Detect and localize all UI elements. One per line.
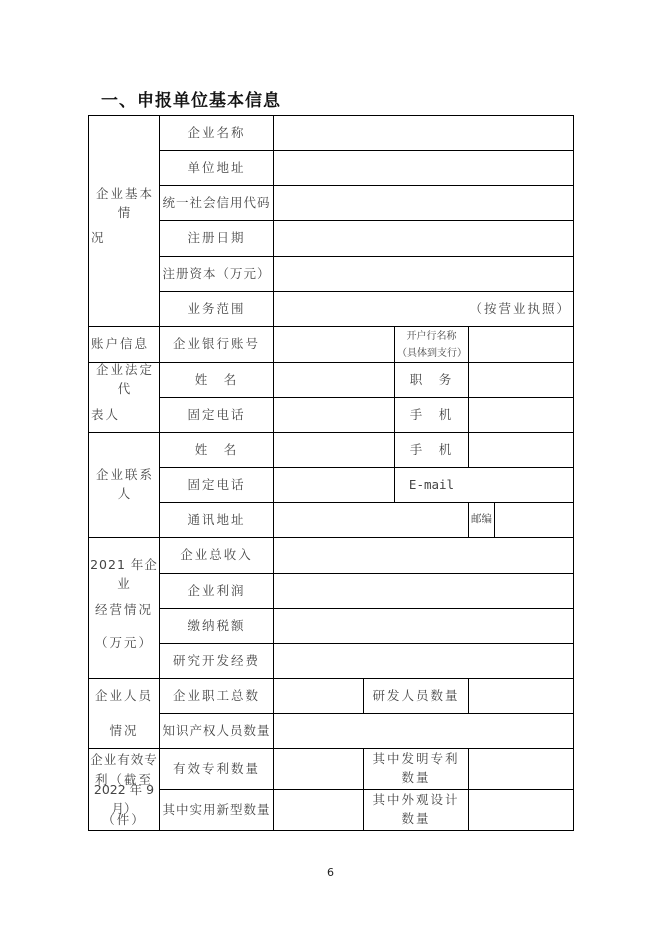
ip-staff-field[interactable]	[274, 714, 573, 748]
group-label-staff: 企业人员	[94, 687, 153, 703]
label-rd-staff: 研发人员数量	[372, 687, 460, 703]
label-invention-patents: 其中发明专利数量	[372, 751, 460, 785]
contact-email-field[interactable]	[469, 468, 573, 502]
group-label-operations-3: （万元）	[94, 634, 153, 650]
group-label-operations: 2021 年企业	[90, 557, 158, 591]
rd-expense-field[interactable]	[274, 644, 573, 678]
label-bank-name: 开户行名称（具体到支行）	[397, 330, 467, 359]
label-utility-patents: 其中实用新型数量	[162, 801, 271, 817]
group-label-operations-2: 经营情况	[94, 601, 153, 617]
label-ip-staff: 知识产权人员数量	[162, 722, 271, 738]
group-label-patents: 企业有效专	[90, 751, 158, 767]
legal-rep-position-field[interactable]	[469, 363, 573, 397]
registered-capital-field[interactable]	[274, 257, 573, 291]
label-registered-capital: 注册资本（万元）	[162, 265, 271, 281]
label-total-revenue: 企业总收入	[180, 547, 253, 563]
company-address-field[interactable]	[274, 151, 573, 185]
group-label-staff-2: 情况	[109, 722, 139, 738]
profit-field[interactable]	[274, 574, 573, 608]
design-patents-field[interactable]	[469, 790, 573, 830]
total-revenue-field[interactable]	[274, 538, 573, 573]
group-label-account: 账户信息	[91, 336, 150, 352]
label-registration-date: 注册日期	[187, 230, 246, 246]
bank-name-field[interactable]	[469, 327, 573, 362]
business-scope-field[interactable]: （按营业执照）	[469, 300, 571, 316]
rd-staff-field[interactable]	[469, 679, 573, 713]
legal-rep-name-field[interactable]	[274, 363, 394, 397]
table-border-bottom	[88, 830, 574, 831]
label-company-name: 企业名称	[187, 124, 246, 140]
group-label-patents-2: 利（截至	[94, 771, 153, 787]
postcode-field[interactable]	[495, 503, 573, 537]
patent-divider-1	[363, 748, 364, 830]
bank-account-field[interactable]	[274, 327, 394, 362]
invention-patents-field[interactable]	[469, 749, 573, 789]
total-employees-field[interactable]	[274, 679, 363, 713]
label-contact-address: 通讯地址	[187, 511, 246, 527]
label-company-address: 单位地址	[187, 159, 246, 175]
label-legal-rep-phone: 固定电话	[187, 406, 246, 422]
group-label-patents-3: 2022 年 9 月）	[93, 782, 155, 816]
credit-code-field[interactable]	[274, 186, 573, 220]
label-valid-patents: 有效专利数量	[172, 760, 260, 776]
group-label-legal-rep: 企业法定代	[95, 362, 154, 396]
group-label-legal-rep-2: 表人	[91, 406, 121, 422]
contact-address-field[interactable]	[274, 503, 468, 537]
registration-date-field[interactable]	[274, 221, 573, 256]
label-contact-email: E-mail	[408, 476, 455, 492]
section-title: 一、申报单位基本信息	[101, 91, 281, 111]
label-legal-rep-position: 职 务	[409, 371, 454, 387]
label-contact-mobile: 手 机	[409, 441, 454, 457]
label-tax-paid: 缴纳税额	[187, 617, 246, 633]
valid-patents-field[interactable]	[274, 749, 363, 789]
label-contact-name: 姓 名	[194, 441, 239, 457]
tax-paid-field[interactable]	[274, 609, 573, 643]
label-credit-code: 统一社会信用代码	[162, 194, 271, 210]
group-label-contact: 企业联系人	[95, 467, 154, 501]
label-bank-account: 企业银行账号	[172, 336, 260, 352]
table-border-right	[573, 115, 574, 831]
group-label-basic: 企业基本情	[95, 185, 154, 220]
label-business-scope: 业务范围	[187, 300, 246, 316]
label-postcode: 邮编	[471, 513, 492, 526]
label-design-patents: 其中外观设计数量	[372, 792, 460, 826]
page-number: 6	[327, 866, 334, 879]
legal-rep-mobile-field[interactable]	[469, 398, 573, 432]
group-label-basic-2: 况	[91, 230, 106, 246]
label-contact-phone: 固定电话	[187, 476, 246, 492]
contact-phone-field[interactable]	[274, 468, 394, 502]
label-total-employees: 企业职工总数	[172, 687, 260, 703]
contact-mobile-field[interactable]	[469, 433, 573, 467]
legal-rep-phone-field[interactable]	[274, 398, 394, 432]
label-legal-rep-mobile: 手 机	[409, 406, 454, 422]
company-name-field[interactable]	[274, 116, 573, 150]
contact-name-field[interactable]	[274, 433, 394, 467]
group-label-patents-4: （件）	[102, 811, 146, 827]
utility-patents-field[interactable]	[274, 790, 363, 830]
label-legal-rep-name: 姓 名	[194, 371, 239, 387]
label-rd-expense: 研究开发经费	[172, 652, 260, 668]
label-profit: 企业利润	[187, 582, 246, 598]
